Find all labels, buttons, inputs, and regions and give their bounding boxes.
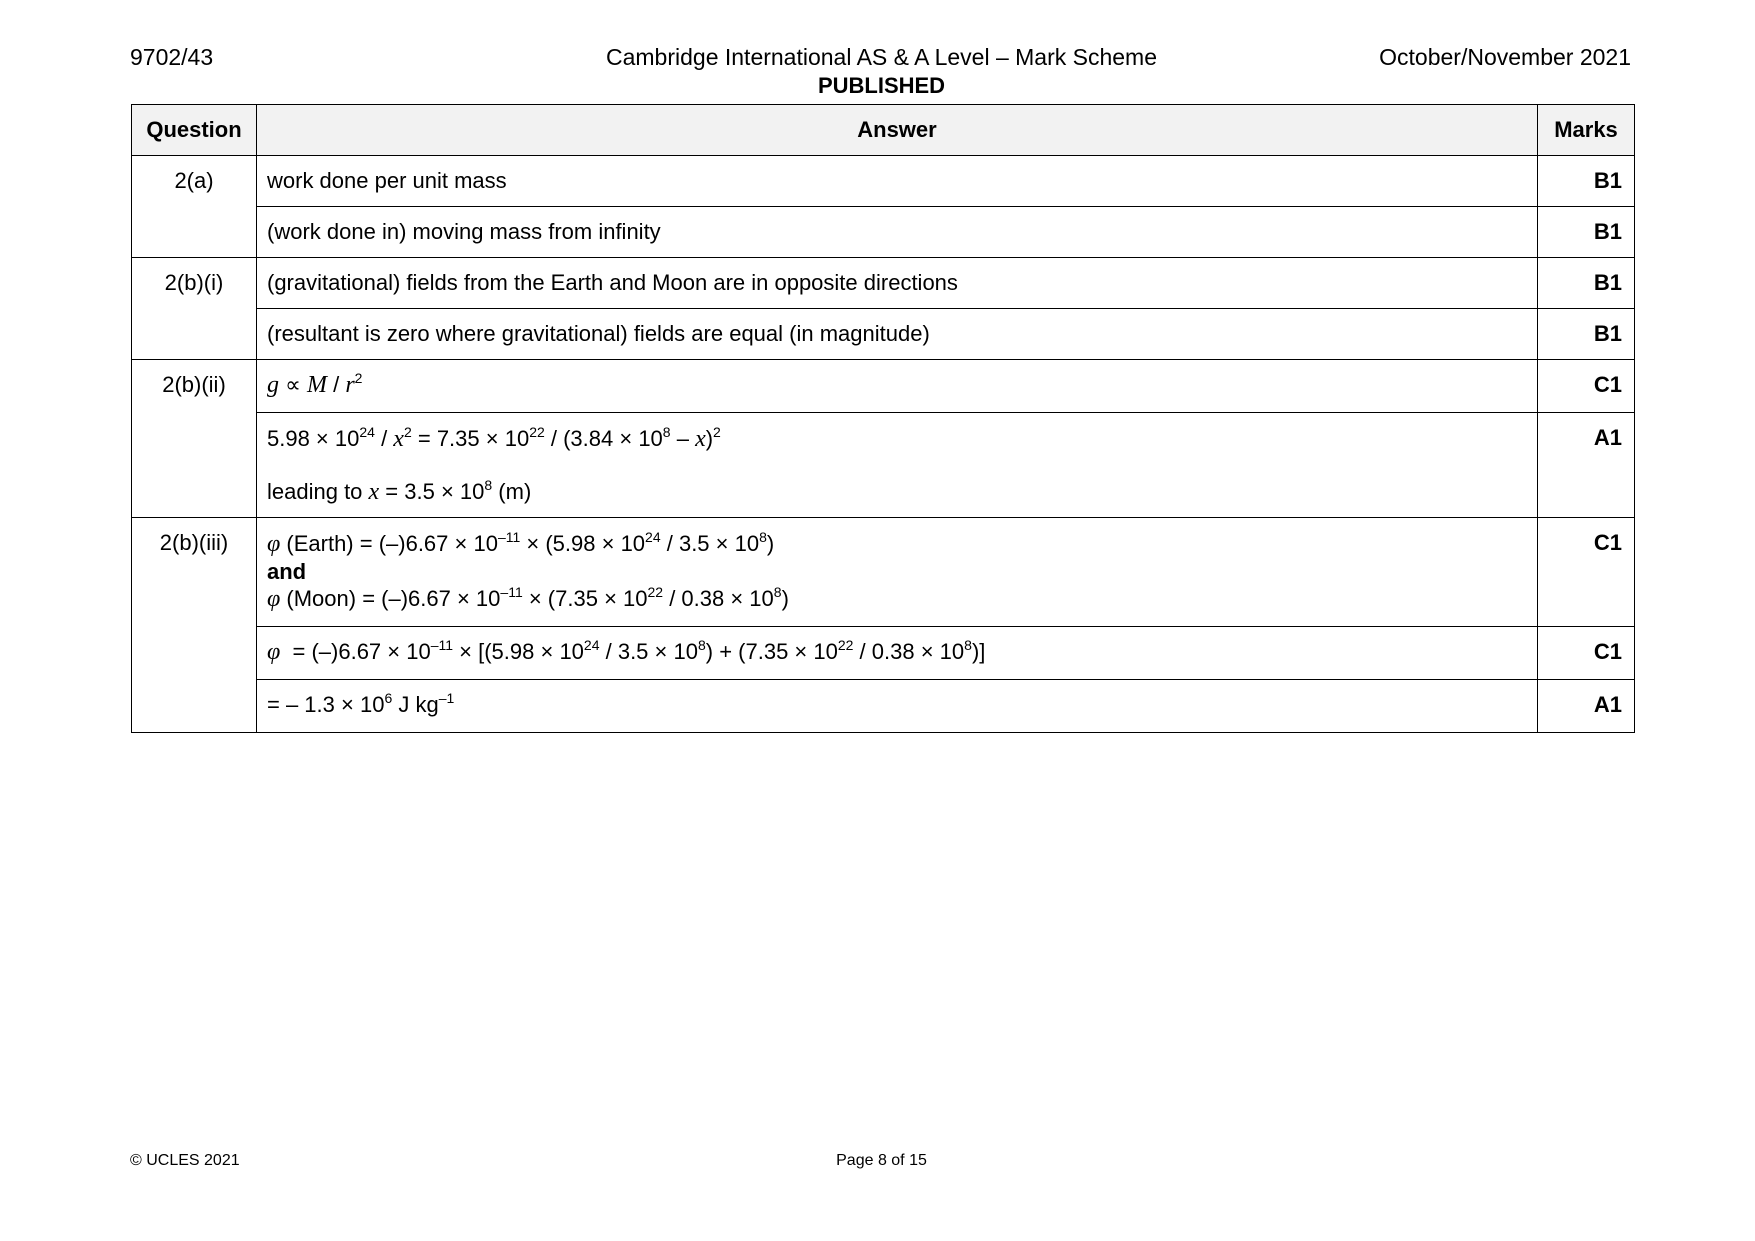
answer-header: Answer bbox=[257, 105, 1538, 156]
var-x: x bbox=[695, 426, 706, 452]
phi-symbol: φ bbox=[267, 586, 281, 612]
and-keyword: and bbox=[267, 559, 307, 584]
answer-cell bbox=[257, 680, 1538, 733]
marks-header: Marks bbox=[1538, 105, 1635, 156]
exponent: 8 bbox=[662, 424, 671, 440]
published-label: PUBLISHED bbox=[817, 73, 946, 98]
exponent: 6 bbox=[384, 690, 393, 706]
table-header-row bbox=[132, 105, 1635, 156]
exponent: 2 bbox=[713, 424, 721, 440]
var-g: g bbox=[267, 372, 279, 398]
exponent: –11 bbox=[497, 529, 521, 545]
text-fragment: × (7.35 × 10 bbox=[522, 586, 648, 611]
mark-cell: B1 bbox=[1538, 156, 1635, 207]
text-fragment: 5.98 × 10 bbox=[267, 426, 360, 451]
table-row bbox=[132, 413, 1635, 518]
text-fragment: ) + (7.35 × 10 bbox=[705, 639, 838, 664]
page-number: Page 8 of 15 bbox=[836, 1152, 927, 1169]
exponent: –11 bbox=[500, 584, 523, 600]
exponent: 8 bbox=[964, 637, 972, 653]
question-label: 2(b)(i) bbox=[132, 258, 257, 360]
phi-symbol: φ bbox=[267, 531, 281, 557]
question-label: 2(b)(ii) bbox=[132, 360, 257, 518]
exam-session: October/November 2021 bbox=[1379, 44, 1631, 70]
mark-cell: C1 bbox=[1538, 627, 1635, 680]
mark-scheme-table bbox=[131, 104, 1635, 733]
text-fragment: = (–)6.67 × 10 bbox=[280, 639, 431, 664]
exponent: –1 bbox=[438, 690, 455, 706]
table-row bbox=[132, 680, 1635, 733]
text-fragment: / 3.5 × 10 bbox=[599, 639, 698, 664]
exponent: 22 bbox=[837, 637, 854, 653]
mark-cell: C1 bbox=[1538, 360, 1635, 413]
exponent: 2 bbox=[403, 424, 412, 440]
table-row bbox=[132, 627, 1635, 680]
equation-line bbox=[267, 530, 1527, 558]
answer-cell bbox=[257, 627, 1538, 680]
var-r: r bbox=[345, 372, 355, 398]
mark-cell: C1 bbox=[1538, 518, 1635, 627]
text-fragment: / 0.38 × 10 bbox=[853, 639, 965, 664]
text-fragment: / bbox=[326, 372, 346, 397]
table-row bbox=[132, 156, 1635, 207]
table-row bbox=[132, 258, 1635, 309]
mark-cell: B1 bbox=[1538, 309, 1635, 360]
exponent: 24 bbox=[583, 637, 600, 653]
exponent: –11 bbox=[430, 637, 454, 653]
text-fragment: × (5.98 × 10 bbox=[520, 531, 646, 556]
answer-cell: (work done in) moving mass from infinity bbox=[257, 207, 1538, 258]
text-fragment: (m) bbox=[492, 479, 532, 504]
answer-cell bbox=[257, 518, 1538, 627]
question-header: Question bbox=[132, 105, 257, 156]
and-line bbox=[267, 558, 1527, 585]
text-fragment: / (3.84 × 10 bbox=[544, 426, 663, 451]
exponent: 8 bbox=[697, 637, 706, 653]
mark-cell: B1 bbox=[1538, 258, 1635, 309]
table-row bbox=[132, 518, 1635, 627]
exponent: 22 bbox=[529, 424, 545, 440]
var-x: x bbox=[368, 479, 380, 505]
question-label: 2(a) bbox=[132, 156, 257, 258]
text-fragment: = 7.35 × 10 bbox=[411, 426, 530, 451]
answer-cell bbox=[257, 413, 1538, 518]
exponent: 8 bbox=[773, 584, 782, 600]
text-fragment: = 3.5 × 10 bbox=[379, 479, 485, 504]
exponent: 2 bbox=[354, 370, 363, 386]
title-text: Cambridge International AS & A Level – Mark Scheme bbox=[605, 44, 1158, 70]
text-fragment: = – 1.3 × 10 bbox=[267, 692, 385, 717]
text-fragment: leading to bbox=[267, 479, 369, 504]
exponent: 24 bbox=[359, 424, 375, 440]
table-row bbox=[132, 360, 1635, 413]
text-fragment: J kg bbox=[392, 692, 439, 717]
answer-cell: work done per unit mass bbox=[257, 156, 1538, 207]
phi-symbol: φ bbox=[267, 639, 281, 665]
text-fragment: )] bbox=[971, 639, 986, 664]
result-line bbox=[267, 478, 1527, 506]
exponent: 24 bbox=[645, 529, 661, 545]
table-row bbox=[132, 309, 1635, 360]
text-fragment: ) bbox=[705, 426, 714, 451]
equation-line bbox=[267, 425, 1527, 453]
text-fragment: (Moon) = (–)6.67 × 10 bbox=[280, 586, 501, 611]
mark-cell: B1 bbox=[1538, 207, 1635, 258]
var-M: M bbox=[306, 372, 327, 398]
text-fragment: – bbox=[670, 426, 696, 451]
text-fragment: ) bbox=[766, 531, 775, 556]
proportional-symbol: ∝ bbox=[285, 372, 301, 397]
copyright: © UCLES 2021 bbox=[130, 1152, 240, 1169]
answer-cell: (gravitational) fields from the Earth and Moon are in opposite directions bbox=[257, 258, 1538, 309]
text-fragment: ) bbox=[781, 586, 789, 611]
mark-cell: A1 bbox=[1538, 413, 1635, 518]
mark-cell: A1 bbox=[1538, 680, 1635, 733]
equation-line bbox=[267, 585, 1527, 613]
answer-cell bbox=[257, 360, 1538, 413]
text-fragment: × [(5.98 × 10 bbox=[453, 639, 584, 664]
text-fragment: / 3.5 × 10 bbox=[660, 531, 760, 556]
exponent: 8 bbox=[484, 477, 493, 493]
text-fragment: / bbox=[374, 426, 394, 451]
paper-code: 9702/43 bbox=[130, 44, 214, 70]
var-x: x bbox=[393, 426, 404, 452]
exponent: 22 bbox=[647, 584, 664, 600]
table-row bbox=[132, 207, 1635, 258]
text-fragment: (Earth) = (–)6.67 × 10 bbox=[280, 531, 498, 556]
answer-cell: (resultant is zero where gravitational) fields are equal (in magnitude) bbox=[257, 309, 1538, 360]
exponent: 8 bbox=[759, 529, 767, 545]
question-label: 2(b)(iii) bbox=[132, 518, 257, 733]
text-fragment: / 0.38 × 10 bbox=[663, 586, 774, 611]
